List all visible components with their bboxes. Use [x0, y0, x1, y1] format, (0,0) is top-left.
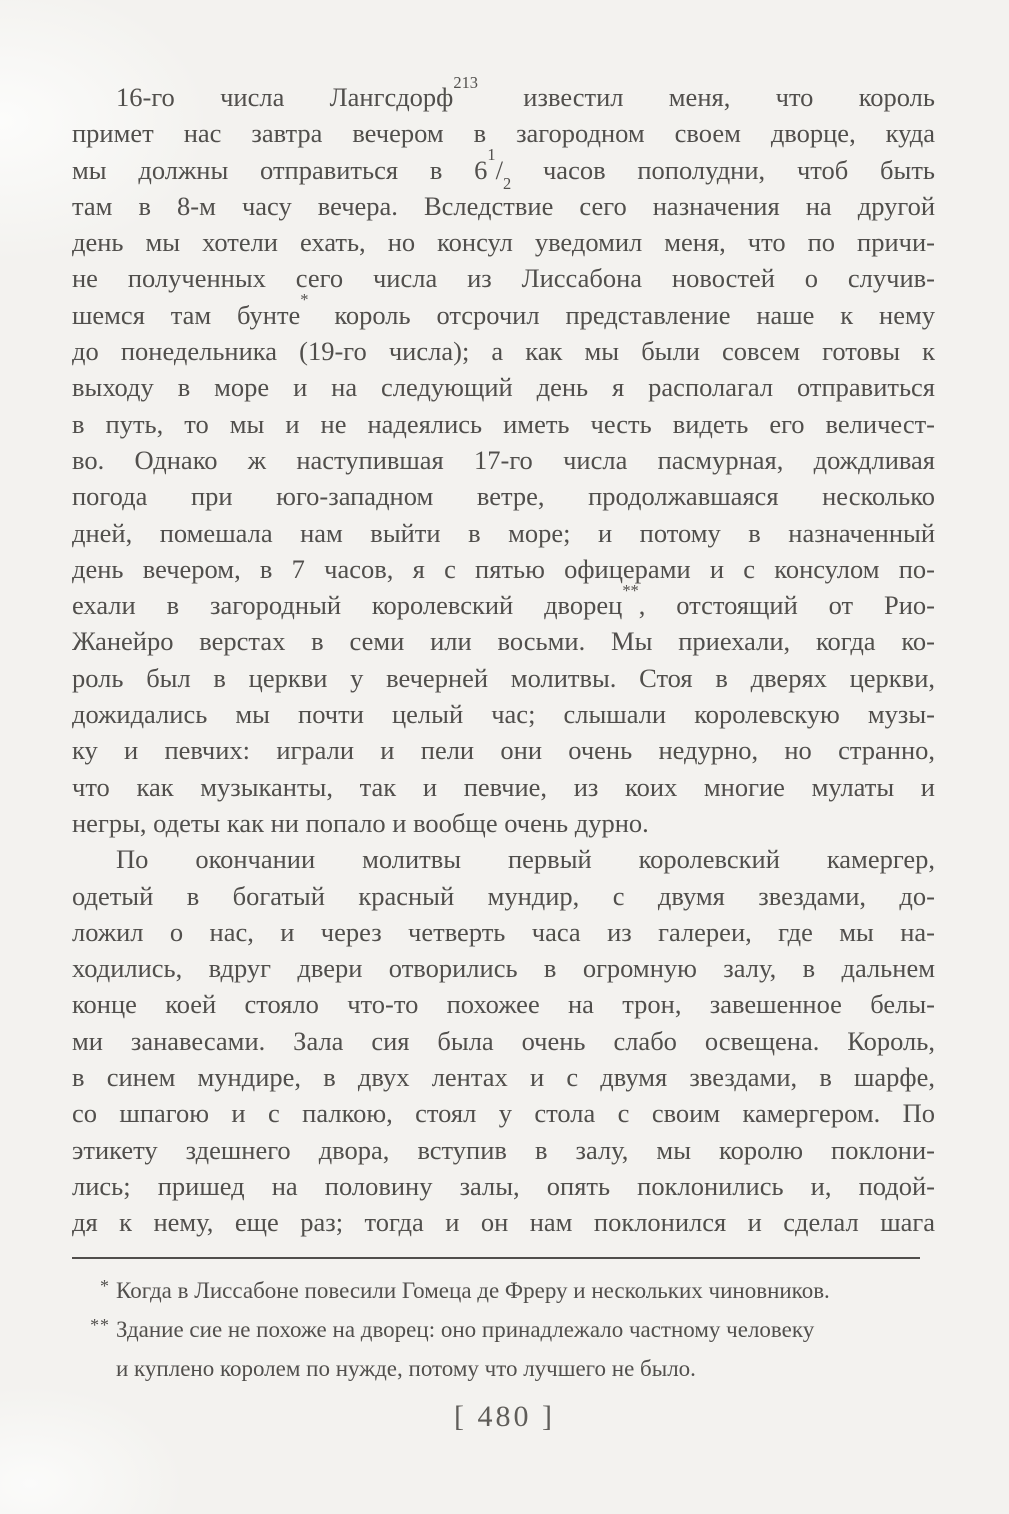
text-block [72, 72, 935, 1241]
text-line: не полученных сего числа из Лиссабона новостей о случив- [72, 263, 935, 294]
footnote-marker-ref: ** [622, 580, 639, 600]
page-number: [ 480 ] [454, 1400, 555, 1433]
footnotes-section [72, 1272, 938, 1387]
text-line: дожидались мы почти целый час; слышали королевскую музы- [72, 699, 935, 730]
footnote: * Когда в Лиссабоне повесили Гомеца де Фреру и нескольких чиновников. [72, 1272, 938, 1311]
text-line: в путь, то мы и не надеялись иметь честь видеть его величест- [72, 408, 935, 439]
text-line: ходились, вдруг двери отворились в огромную залу, в дальнем [72, 953, 935, 984]
text-line: до понедельника (19-го числа); а как мы были совсем готовы к [72, 336, 935, 367]
text-line: мы должны отправиться в $6^1/_2$ часов пополудни, чтоб быть [72, 145, 935, 194]
text-line: лись; пришед на половину залы, опять поклонились и, подой- [72, 1170, 935, 1201]
text-line: примет нас завтра вечером в загородном своем дворце, куда [72, 118, 935, 149]
subscript-number: 2 [502, 174, 512, 194]
text-line: ми занавесами. Зала сия была очень слабо освещена. Король, [72, 1025, 935, 1056]
footnote: ** Здание сие не похоже на дворец: оно принадлежало частному человеку [72, 1311, 938, 1350]
text-line: погода при юго-западном ветре, продолжавшаяся несколько [72, 481, 935, 512]
text-line: выходу в море и на следующий день я располагал отправиться [72, 372, 935, 403]
superscript-number: 1 [487, 145, 496, 165]
text-line: шемся там бунте* король отсрочил представление наше к нему [72, 290, 935, 330]
text-line: со шпагою и с палкою, стоял у стола с своим камергером. По [72, 1098, 935, 1129]
text-line: негры, одеты как ни попало и вообще очень дурно. [72, 807, 649, 838]
footnote-marker: ** [90, 1314, 110, 1335]
text-line: день мы хотели ехать, но консул уведомил меня, что по причи- [72, 227, 935, 258]
text-line: По окончании молитвы первый королевский камергер, [116, 844, 935, 875]
text-line: там в 8-м часу вечера. Вследствие сего назначения на другой [72, 190, 935, 221]
paragraph [72, 72, 935, 841]
text-line: во. Однако ж наступившая 17-го числа пасмурная, дождливая [72, 444, 935, 475]
text-line: Жанейро верстах в семи или восьми. Мы приехали, когда ко- [72, 626, 935, 657]
paragraph [72, 841, 935, 1240]
footnote-marker: * [100, 1275, 110, 1296]
text-line: дней, помешала нам выйти в море; и потому в назначенный [72, 517, 935, 548]
text-line: конце коей стояло что-то похожее на трон, завешенное белы- [72, 989, 935, 1020]
superscript-number: 213 [453, 72, 478, 92]
text-line: ку и певчих: играли и пели они очень недурно, но странно, [72, 735, 935, 766]
footnote-continuation: и куплено королем по нужде, потому что лучшего не было. [116, 1356, 696, 1381]
text-line: дя к нему, еще раз; тогда и он нам поклонился и сделал шага [72, 1207, 935, 1238]
text-line: роль был в церкви у вечерней молитвы. Стоя в дверях церкви, [72, 662, 935, 693]
text-line: одетый в богатый красный мундир, с двумя звездами, до- [72, 880, 935, 911]
text-line: что как музыканты, так и певчие, из коих многие мулаты и [72, 771, 935, 802]
text-line: 16-го числа Лангсдорф$^{213}$ известил меня, что король [116, 72, 935, 112]
text-line: ехали в загородный королевский дворец**, отстоящий от Рио- [72, 580, 935, 621]
text-line: день вечером, в 7 часов, я с пятью офицерами и с консулом по- [72, 553, 935, 584]
text-line: ложил о нас, и через четверть часа из галереи, где мы на- [72, 916, 935, 947]
text-line: в синем мундире, в двух лентах и с двумя звездами, в шарфе, [72, 1062, 935, 1093]
footnote-marker-ref: * [300, 290, 309, 310]
footnote-divider [72, 1257, 920, 1259]
text-line: этикету здешнего двора, вступив в залу, мы королю поклони- [72, 1134, 935, 1165]
